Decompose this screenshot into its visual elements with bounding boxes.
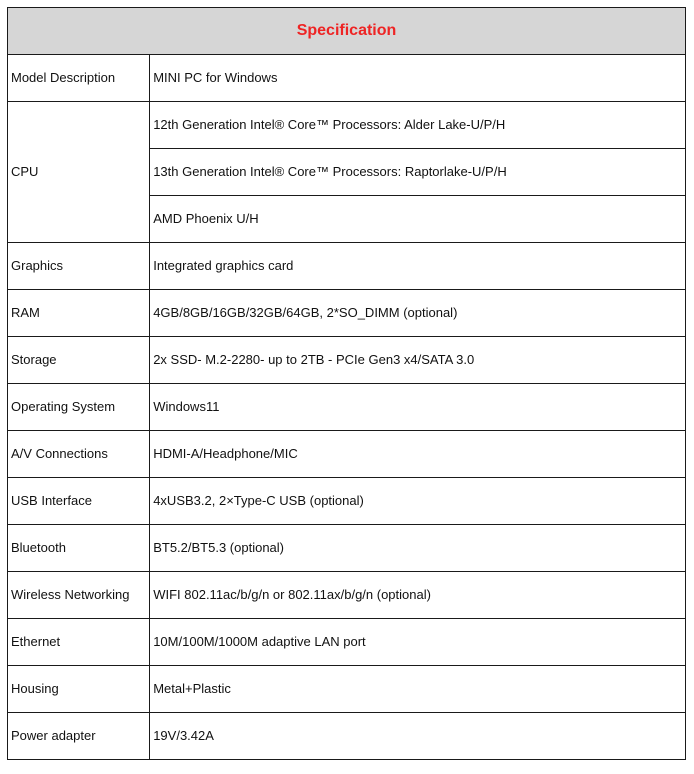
- spec-label-operating-system: Operating System: [8, 384, 150, 431]
- spec-value-wireless-networking: WIFI 802.11ac/b/g/n or 802.11ax/b/g/n (optional): [150, 572, 686, 619]
- spec-value-model-description: MINI PC for Windows: [150, 55, 686, 102]
- specification-table: [7, 7, 686, 760]
- spec-value-ram: 4GB/8GB/16GB/32GB/64GB, 2*SO_DIMM (optional): [150, 290, 686, 337]
- table-row: [8, 243, 686, 290]
- spec-label-graphics: Graphics: [8, 243, 150, 290]
- specification-title: Specification: [8, 8, 686, 55]
- table-row: [8, 290, 686, 337]
- spec-value-usb-interface: 4xUSB3.2, 2×Type-C USB (optional): [150, 478, 686, 525]
- table-row: [8, 337, 686, 384]
- spec-label-model-description: Model Description: [8, 55, 150, 102]
- spec-label-cpu: CPU: [8, 102, 150, 243]
- spec-label-storage: Storage: [8, 337, 150, 384]
- spec-label-wireless-networking: Wireless Networking: [8, 572, 150, 619]
- spec-label-housing: Housing: [8, 666, 150, 713]
- table-row: [8, 384, 686, 431]
- spec-value-storage: 2x SSD- M.2-2280- up to 2TB - PCIe Gen3 x4/SATA 3.0: [150, 337, 686, 384]
- table-row: [8, 572, 686, 619]
- spec-label-power-adapter: Power adapter: [8, 713, 150, 760]
- table-row: [8, 619, 686, 666]
- table-row: [8, 431, 686, 478]
- spec-value-graphics: Integrated graphics card: [150, 243, 686, 290]
- spec-value-cpu: AMD Phoenix U/H: [150, 196, 686, 243]
- spec-label-a-v-connections: A/V Connections: [8, 431, 150, 478]
- spec-label-ram: RAM: [8, 290, 150, 337]
- table-row: [8, 525, 686, 572]
- table-row: [8, 478, 686, 525]
- spec-value-housing: Metal+Plastic: [150, 666, 686, 713]
- table-row: [8, 55, 686, 102]
- spec-value-ethernet: 10M/100M/1000M adaptive LAN port: [150, 619, 686, 666]
- spec-value-a-v-connections: HDMI-A/Headphone/MIC: [150, 431, 686, 478]
- spec-label-bluetooth: Bluetooth: [8, 525, 150, 572]
- spec-label-usb-interface: USB Interface: [8, 478, 150, 525]
- spec-value-bluetooth: BT5.2/BT5.3 (optional): [150, 525, 686, 572]
- spec-value-cpu: 13th Generation Intel® Core™ Processors: Raptorlake-U/P/H: [150, 149, 686, 196]
- spec-value-operating-system: Windows11: [150, 384, 686, 431]
- table-row: [8, 102, 686, 149]
- spec-value-cpu: 12th Generation Intel® Core™ Processors: Alder Lake-U/P/H: [150, 102, 686, 149]
- table-row: [8, 713, 686, 760]
- table-row: [8, 666, 686, 713]
- spec-label-ethernet: Ethernet: [8, 619, 150, 666]
- specification-body: [8, 55, 686, 760]
- table-header-row: [8, 8, 686, 55]
- spec-value-power-adapter: 19V/3.42A: [150, 713, 686, 760]
